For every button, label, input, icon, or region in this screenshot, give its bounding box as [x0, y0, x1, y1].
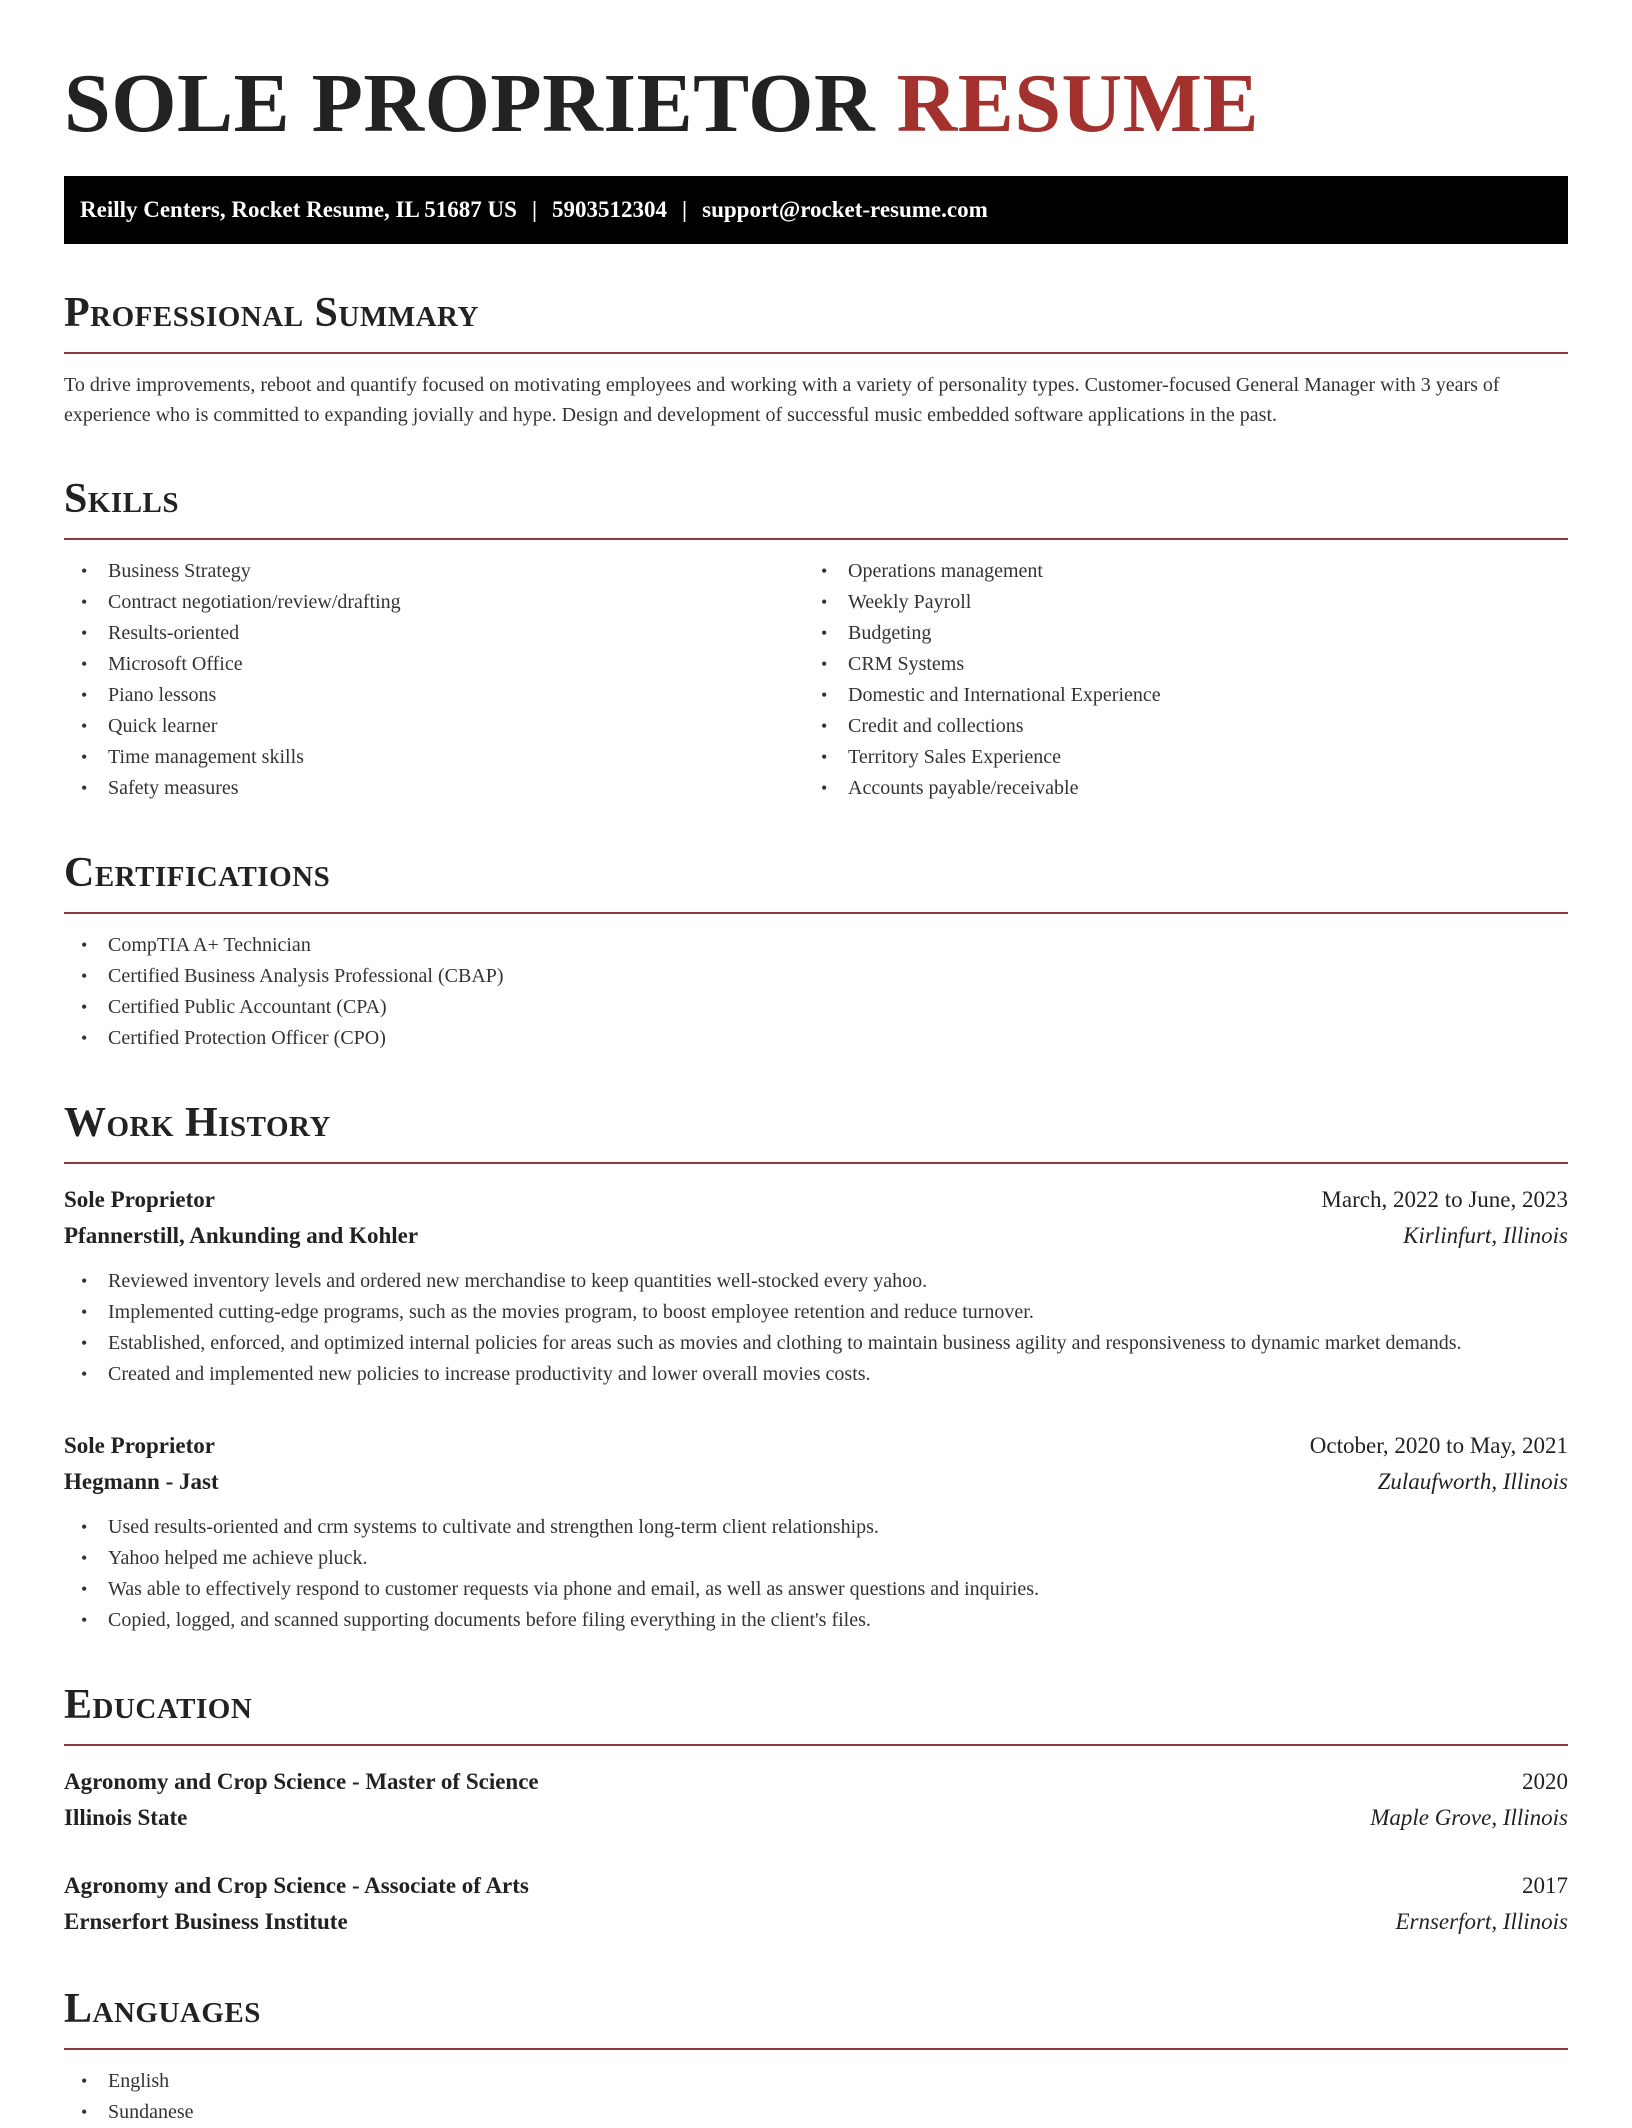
skills-section [64, 474, 1568, 804]
contact-email: support@rocket-resume.com [702, 197, 988, 222]
education-degree: Agronomy and Crop Science - Associate of Arts [64, 1873, 529, 1898]
resume-title [64, 0, 1568, 154]
job-bullet: • Reviewed inventory levels and ordered new merchandise to keep quantities well-stocked every yahoo. [81, 1270, 928, 1292]
job-bullet: • Was able to effectively respond to customer requests via phone and email, as well as answer questions and inquiries. [81, 1578, 1040, 1600]
section-divider [64, 1744, 1568, 1746]
skills-list-left [64, 556, 804, 804]
job-title: Sole Proprietor [64, 1187, 215, 1212]
job-location: Zulaufworth, Illinois [1377, 1469, 1568, 1494]
education-year: 2020 [1522, 1769, 1568, 1794]
contact-phone: 5903512304 [552, 197, 668, 222]
language-item: • English [81, 2070, 170, 2092]
job-company: Hegmann - Jast [64, 1469, 219, 1494]
job-bullet: • Implemented cutting-edge programs, such as the movies program, to boost employee retention and reduce turnover. [81, 1301, 1034, 1323]
contact-separator: | [682, 197, 688, 222]
skill-item: • Quick learner [81, 715, 218, 737]
section-divider [64, 912, 1568, 914]
certification-item: • Certified Protection Officer (CPO) [81, 1027, 386, 1049]
skill-item: • Safety measures [81, 777, 239, 799]
languages-list [64, 2066, 1568, 2128]
skills-heading: Skills [64, 476, 180, 522]
summary-heading: Professional Summary [64, 290, 479, 336]
job-entry [64, 1428, 1568, 1636]
language-item: • Sundanese [81, 2101, 194, 2123]
certifications-heading: Certifications [64, 850, 331, 896]
job-location: Kirlinfurt, Illinois [1403, 1223, 1568, 1248]
summary-section [64, 288, 1568, 430]
job-bullet: • Established, enforced, and optimized internal policies for areas such as movies and clothing to maintain business agility and responsiveness to dynamic market demands. [81, 1332, 1462, 1354]
education-year: 2017 [1522, 1873, 1568, 1898]
education-entry [64, 1764, 1568, 1836]
title-accent: RESUME [896, 57, 1260, 150]
work-history-heading: Work History [64, 1100, 331, 1146]
education-entry [64, 1868, 1568, 1940]
education-school: Illinois State [64, 1805, 188, 1830]
skill-item: • Weekly Payroll [821, 591, 972, 613]
skill-item: • Business Strategy [81, 560, 251, 582]
education-school: Ernserfort Business Institute [64, 1909, 348, 1934]
job-bullet: • Copied, logged, and scanned supporting documents before filing everything in the client's files. [81, 1609, 871, 1631]
certification-item: • Certified Business Analysis Professional (CBAP) [81, 965, 504, 987]
job-dates: October, 2020 to May, 2021 [1309, 1433, 1568, 1458]
job-bullets [64, 1266, 1568, 1390]
contact-separator: | [531, 197, 538, 222]
section-divider [64, 1162, 1568, 1164]
skill-item: • Results-oriented [81, 622, 240, 644]
languages-section [64, 1984, 1568, 2128]
summary-text: To drive improvements, reboot and quantify focused on motivating employees and working with a variety of personality types. Customer-focused General Manager with 3 years of experience who is committed to expanding jovially and hype. Design and development of successful music embedded software applications in the past. [64, 374, 1500, 426]
job-bullets [64, 1512, 1568, 1636]
job-company: Pfannerstill, Ankunding and Kohler [64, 1223, 419, 1248]
job-bullet: • Created and implemented new policies to increase productivity and lower overall movies costs. [81, 1363, 871, 1385]
skill-item: • Contract negotiation/review/drafting [81, 591, 401, 613]
skills-list-right [804, 556, 1544, 804]
skill-item: • Time management skills [81, 746, 304, 768]
skill-item: • Accounts payable/receivable [821, 777, 1079, 799]
skill-item: • Territory Sales Experience [821, 746, 1061, 768]
education-location: Ernserfort, Illinois [1395, 1909, 1568, 1934]
job-title: Sole Proprietor [64, 1433, 215, 1458]
skill-item: • Credit and collections [821, 715, 1024, 737]
skill-item: • Domestic and International Experience [821, 684, 1161, 706]
skill-item: • Microsoft Office [81, 653, 243, 675]
certification-item: • Certified Public Accountant (CPA) [81, 996, 387, 1018]
job-bullet: • Yahoo helped me achieve pluck. [81, 1547, 368, 1569]
section-divider [64, 2048, 1568, 2050]
job-entry [64, 1182, 1568, 1390]
education-section [64, 1680, 1568, 1940]
skill-item: • Operations management [821, 560, 1043, 582]
certification-item: • CompTIA A+ Technician [81, 934, 311, 956]
skill-item: • Budgeting [821, 622, 932, 644]
title-main: SOLE PROPRIETOR [64, 57, 876, 150]
skills-grid [64, 540, 1568, 804]
education-location: Maple Grove, Illinois [1370, 1805, 1568, 1830]
job-bullet: • Used results-oriented and crm systems to cultivate and strengthen long-term client relationships. [81, 1516, 879, 1538]
contact-address: Reilly Centers, Rocket Resume, IL 51687 US [80, 197, 517, 222]
contact-bar [64, 176, 1568, 244]
resume-page [64, 0, 1568, 2128]
skill-item: • Piano lessons [81, 684, 217, 706]
job-dates: March, 2022 to June, 2023 [1321, 1187, 1568, 1212]
skill-item: • CRM Systems [821, 653, 965, 675]
education-heading: Education [64, 1682, 253, 1728]
work-history-section [64, 1098, 1568, 1636]
certifications-section [64, 848, 1568, 1054]
languages-heading: Languages [64, 1986, 261, 2032]
certifications-list [64, 930, 1568, 1054]
education-degree: Agronomy and Crop Science - Master of Science [64, 1769, 539, 1794]
section-divider [64, 352, 1568, 354]
